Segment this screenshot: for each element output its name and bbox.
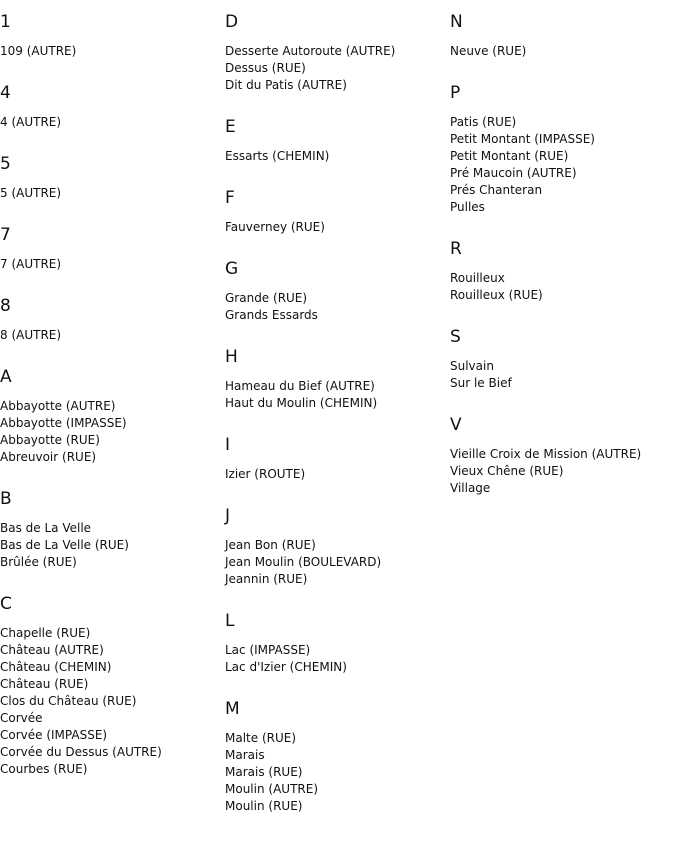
street-entry[interactable]: Bas de La Velle (RUE): [0, 538, 129, 552]
letter-heading: L: [225, 611, 235, 631]
street-list: [225, 367, 450, 423]
letter-heading: E: [225, 117, 236, 137]
letter-heading: V: [450, 415, 462, 435]
letter-group: [450, 315, 675, 403]
street-entry[interactable]: Abbayotte (RUE): [0, 433, 100, 447]
letter-group: [0, 0, 225, 71]
letter-heading: A: [0, 367, 12, 387]
street-entry[interactable]: Corvée: [0, 711, 43, 725]
street-list: [450, 259, 675, 315]
street-list: [0, 174, 225, 213]
street-entry[interactable]: Courbes (RUE): [0, 762, 88, 776]
street-entry[interactable]: Abbayotte (AUTRE): [0, 399, 116, 413]
street-entry[interactable]: Fauverney (RUE): [225, 220, 325, 234]
street-entry[interactable]: Prés Chanteran: [450, 183, 543, 197]
letter-group: [225, 599, 450, 687]
letter-group: [0, 71, 225, 142]
street-list: [225, 719, 450, 826]
street-list: [0, 316, 225, 355]
street-entry[interactable]: Neuve (RUE): [450, 44, 527, 58]
street-entry[interactable]: Haut du Moulin (CHEMIN): [225, 396, 378, 410]
street-entry[interactable]: Dessus (RUE): [225, 61, 306, 75]
letter-heading: 5: [0, 154, 11, 174]
street-list: [225, 526, 450, 599]
street-entry[interactable]: Bas de La Velle: [0, 521, 92, 535]
street-entry[interactable]: Corvée du Dessus (AUTRE): [0, 745, 162, 759]
letter-heading: R: [450, 239, 462, 259]
street-list: [0, 614, 225, 789]
letter-heading: S: [450, 327, 461, 347]
letter-heading: B: [0, 489, 12, 509]
street-entry[interactable]: Sur le Bief: [450, 376, 512, 390]
street-list: [450, 103, 675, 227]
street-entry[interactable]: Essarts (CHEMIN): [225, 149, 330, 163]
street-entry[interactable]: Grands Essards: [225, 308, 318, 322]
street-entry[interactable]: 4 (AUTRE): [0, 115, 62, 129]
letter-heading: P: [450, 83, 461, 103]
letter-group: [225, 423, 450, 494]
street-entry[interactable]: Chapelle (RUE): [0, 626, 91, 640]
letter-heading: C: [0, 594, 12, 614]
street-entry[interactable]: Izier (ROUTE): [225, 467, 306, 481]
letter-heading: F: [225, 188, 235, 208]
letter-heading: I: [225, 435, 231, 455]
street-entry[interactable]: Patis (RUE): [450, 115, 517, 129]
street-list: [225, 208, 450, 247]
letter-group: [0, 477, 225, 582]
letter-group: [225, 176, 450, 247]
letter-group: [0, 582, 225, 789]
letter-group: [450, 403, 675, 508]
street-entry[interactable]: Marais (RUE): [225, 765, 303, 779]
index-column-3: [450, 0, 675, 508]
letter-group: [225, 494, 450, 599]
street-entry[interactable]: Jean Bon (RUE): [225, 538, 316, 552]
street-entry[interactable]: Rouilleux: [450, 271, 505, 285]
street-entry[interactable]: Clos du Château (RUE): [0, 694, 137, 708]
street-entry[interactable]: Moulin (RUE): [225, 799, 303, 813]
street-list: [0, 387, 225, 477]
letter-group: [0, 284, 225, 355]
street-entry[interactable]: Moulin (AUTRE): [225, 782, 318, 796]
letter-heading: D: [225, 12, 239, 32]
street-entry[interactable]: Malte (RUE): [225, 731, 297, 745]
street-entry[interactable]: Vieille Croix de Mission (AUTRE): [450, 447, 642, 461]
street-list: [225, 455, 450, 494]
street-list: [225, 631, 450, 687]
street-entry[interactable]: Hameau du Bief (AUTRE): [225, 379, 375, 393]
street-entry[interactable]: Abreuvoir (RUE): [0, 450, 97, 464]
street-entry[interactable]: Rouilleux (RUE): [450, 288, 543, 302]
street-entry[interactable]: Jeannin (RUE): [225, 572, 308, 586]
index-column-2: [225, 0, 450, 826]
letter-heading: G: [225, 259, 239, 279]
street-list: [450, 435, 675, 508]
letter-group: [450, 0, 675, 71]
street-entry[interactable]: Sulvain: [450, 359, 494, 373]
street-entry[interactable]: Brûlée (RUE): [0, 555, 77, 569]
street-entry[interactable]: Jean Moulin (BOULEVARD): [225, 555, 382, 569]
letter-heading: 4: [0, 83, 11, 103]
street-entry[interactable]: Petit Montant (IMPASSE): [450, 132, 595, 146]
street-entry[interactable]: Marais: [225, 748, 265, 762]
letter-group: [225, 247, 450, 335]
street-entry[interactable]: Pré Maucoin (AUTRE): [450, 166, 577, 180]
letter-heading: 8: [0, 296, 11, 316]
letter-heading: N: [450, 12, 463, 32]
letter-group: [0, 213, 225, 284]
street-entry[interactable]: Desserte Autoroute (AUTRE): [225, 44, 396, 58]
street-entry[interactable]: Château (CHEMIN): [0, 660, 112, 674]
street-entry[interactable]: 7 (AUTRE): [0, 257, 62, 271]
street-list: [225, 279, 450, 335]
street-entry[interactable]: 8 (AUTRE): [0, 328, 62, 342]
index-column-1: [0, 0, 225, 789]
street-entry[interactable]: Abbayotte (IMPASSE): [0, 416, 127, 430]
letter-group: [0, 142, 225, 213]
street-entry[interactable]: Château (RUE): [0, 677, 89, 691]
letter-group: [225, 0, 450, 105]
street-entry[interactable]: Vieux Chêne (RUE): [450, 464, 564, 478]
letter-group: [450, 71, 675, 227]
letter-group: [0, 355, 225, 477]
street-list: [225, 32, 450, 105]
street-list: [0, 245, 225, 284]
letter-group: [225, 335, 450, 423]
street-entry[interactable]: Dit du Patis (AUTRE): [225, 78, 347, 92]
street-entry[interactable]: Lac (IMPASSE): [225, 643, 311, 657]
street-entry[interactable]: Petit Montant (RUE): [450, 149, 569, 163]
letter-heading: H: [225, 347, 238, 367]
letter-group: [450, 227, 675, 315]
street-list: [0, 103, 225, 142]
street-entry[interactable]: 5 (AUTRE): [0, 186, 62, 200]
letter-heading: 7: [0, 225, 11, 245]
letter-heading: M: [225, 699, 240, 719]
letter-group: [225, 687, 450, 826]
street-list: [0, 32, 225, 71]
street-list: [0, 509, 225, 582]
street-entry[interactable]: Pulles: [450, 200, 485, 214]
street-list: [450, 32, 675, 71]
street-list: [450, 347, 675, 403]
street-entry[interactable]: Village: [450, 481, 491, 495]
street-entry[interactable]: Corvée (IMPASSE): [0, 728, 108, 742]
street-entry[interactable]: Château (AUTRE): [0, 643, 104, 657]
letter-group: [225, 105, 450, 176]
street-entry[interactable]: Grande (RUE): [225, 291, 308, 305]
letter-heading: J: [225, 506, 231, 526]
street-entry[interactable]: 109 (AUTRE): [0, 44, 77, 58]
street-list: [225, 137, 450, 176]
letter-heading: 1: [0, 12, 11, 32]
street-entry[interactable]: Lac d'Izier (CHEMIN): [225, 660, 347, 674]
